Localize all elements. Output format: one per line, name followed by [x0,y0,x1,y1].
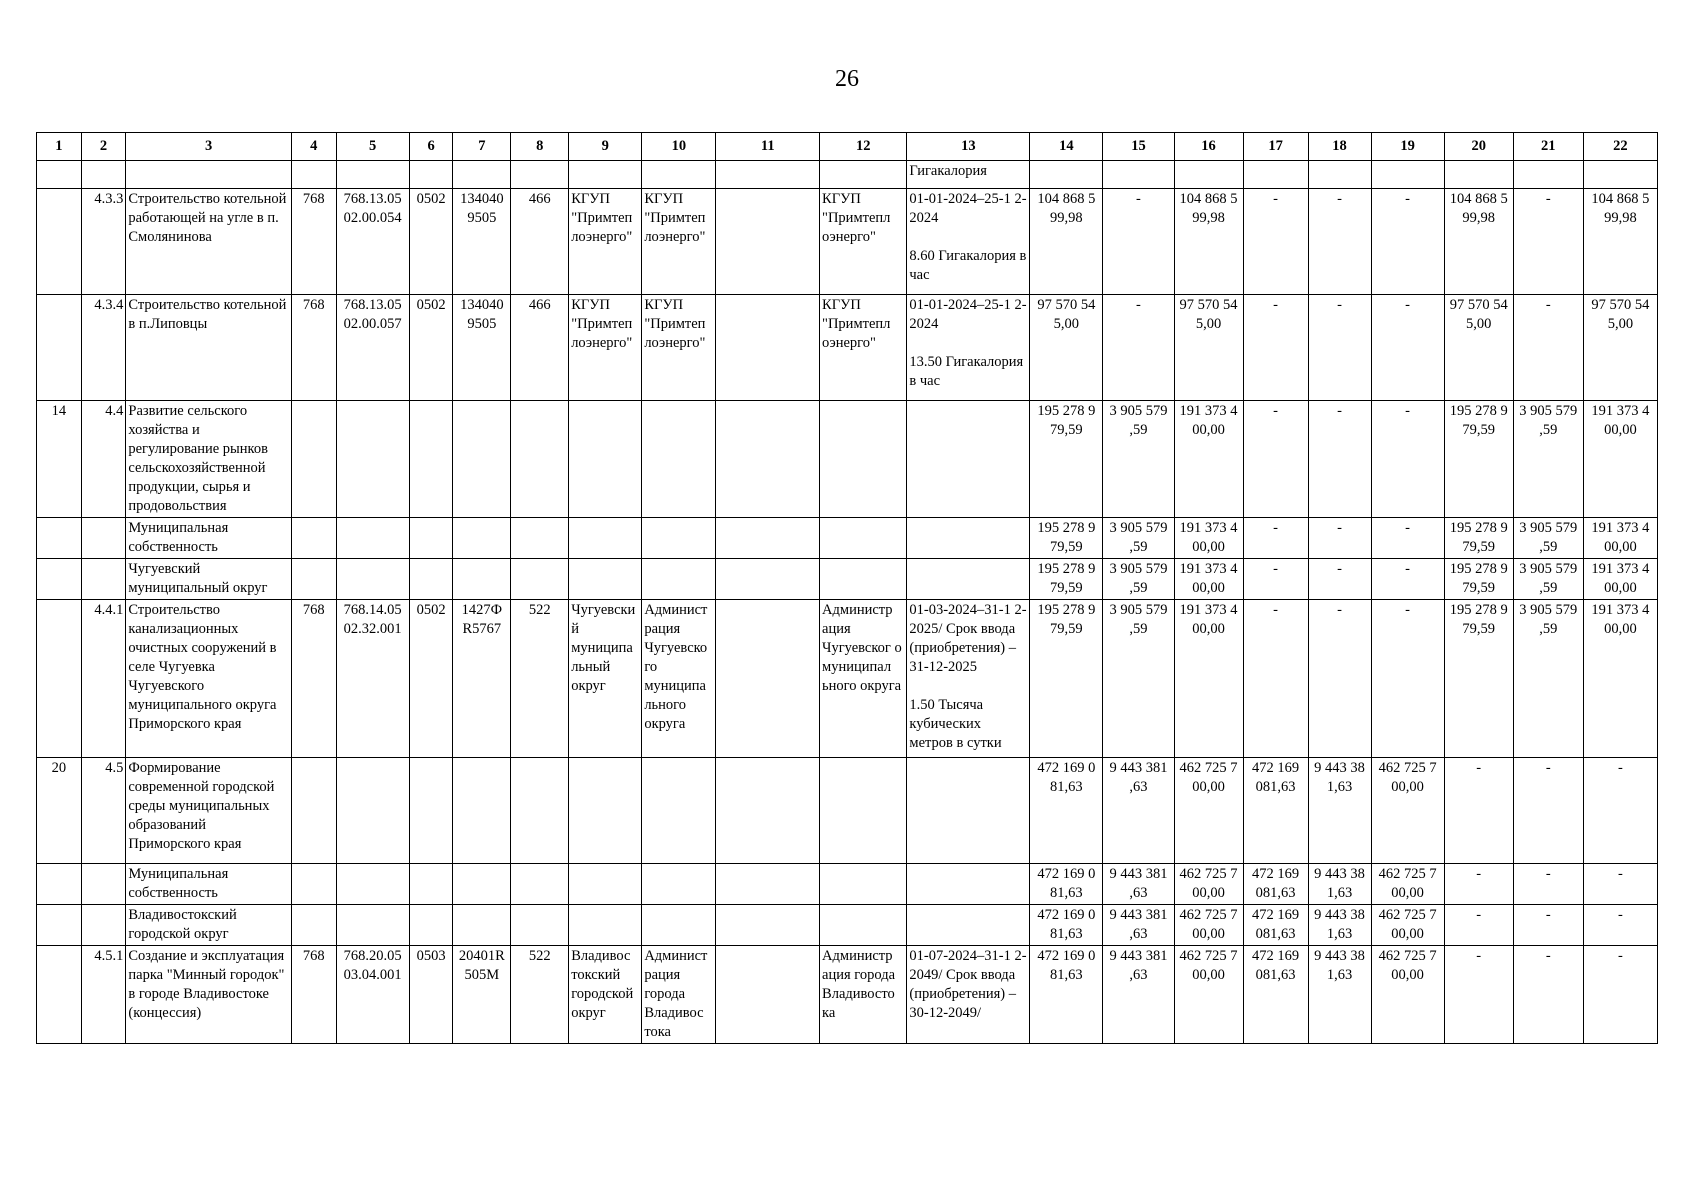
table-cell-col-12 [820,518,907,559]
table-cell-col-6 [409,758,453,864]
table-row [37,758,1658,864]
table-cell-col-9 [569,559,642,600]
table-cell-col-13: 01-01-2024–25-1 2-2024 13.50 Гигакалория в час [907,295,1030,401]
table-row [37,946,1658,1044]
table-cell-col-12 [820,559,907,600]
header-cell: 12 [820,133,907,161]
table-cell-col-13 [907,559,1030,600]
table-cell-col-12 [820,161,907,189]
page-number: 26 [835,66,859,92]
table-cell-col-1 [37,295,82,401]
table-cell-col-2: 4.5.1 [81,946,126,1044]
table-cell-col-13: Гигакалория [907,161,1030,189]
header-cell: 20 [1444,133,1513,161]
table-cell-col-18: - [1308,295,1371,401]
table-cell-col-14: 472 169 0 81,63 [1030,946,1103,1044]
header-cell: 10 [642,133,716,161]
table-cell-col-11 [716,189,820,295]
table-cell-col-11 [716,600,820,758]
header-cell: 9 [569,133,642,161]
table-cell-col-6: 0502 [409,295,453,401]
table-cell-col-20: - [1444,758,1513,864]
table-cell-col-18: 9 443 38 1,63 [1308,758,1371,864]
table-cell-col-9 [569,864,642,905]
table-cell-col-18: 9 443 38 1,63 [1308,864,1371,905]
table-cell-col-12 [820,401,907,518]
table-cell-col-13 [907,758,1030,864]
table-cell-col-9: КГУП "Примтеп лоэнерго" [569,295,642,401]
table-cell-col-1 [37,864,82,905]
table-cell-col-20: 104 868 5 99,98 [1444,189,1513,295]
table-cell-col-4 [291,905,336,946]
table-cell-col-18: - [1308,401,1371,518]
header-cell: 2 [81,133,126,161]
table-cell-col-6: 0502 [409,600,453,758]
table-row [37,559,1658,600]
table-cell-col-10 [642,864,716,905]
table-cell-col-1: 14 [37,401,82,518]
table-cell-col-1 [37,905,82,946]
table-cell-col-21: 3 905 579 ,59 [1513,518,1583,559]
table-cell-col-4 [291,559,336,600]
table-cell-col-16: 191 373 4 00,00 [1174,401,1243,518]
table-cell-col-10: КГУП "Примтеп лоэнерго" [642,295,716,401]
table-row [37,401,1658,518]
table-cell-col-15: 9 443 381 ,63 [1103,864,1174,905]
table-cell-col-14 [1030,161,1103,189]
table-cell-col-16: 462 725 7 00,00 [1174,864,1243,905]
table-cell-col-6 [409,905,453,946]
table-cell-col-8 [511,401,569,518]
table-body [37,161,1658,1044]
table-cell-col-21: - [1513,905,1583,946]
table-cell-col-11 [716,518,820,559]
table-cell-col-3: Создание и эксплуатация парка "Минный городок" в городе Владивостоке (концессия) [126,946,292,1044]
table-cell-col-5: 768.13.05 02.00.054 [336,189,409,295]
table-cell-col-19: 462 725 7 00,00 [1371,864,1444,905]
table-cell-col-9: Чугуевски й муниципа льный округ [569,600,642,758]
table-cell-col-15: 3 905 579 ,59 [1103,600,1174,758]
table-cell-col-18: - [1308,189,1371,295]
table-row [37,864,1658,905]
table-cell-col-3: Чугуевский муниципальный округ [126,559,292,600]
table-cell-col-16: 97 570 54 5,00 [1174,295,1243,401]
table-cell-col-20: 195 278 9 79,59 [1444,600,1513,758]
table-cell-col-9: Владивос токский городской округ [569,946,642,1044]
table-cell-col-2: 4.4 [81,401,126,518]
table-cell-col-2 [81,161,126,189]
table-cell-col-21: - [1513,864,1583,905]
table-cell-col-7 [453,905,511,946]
table-cell-col-10: Админист рация Чугуевско го муниципа льного округа [642,600,716,758]
table-cell-col-14: 104 868 5 99,98 [1030,189,1103,295]
table-cell-col-13: 01-03-2024–31-1 2-2025/ Срок ввода (приобретения) – 31-12-2025 1.50 Тысяча кубических метров в сутки [907,600,1030,758]
table-cell-col-6: 0503 [409,946,453,1044]
table-cell-col-17: 472 169 081,63 [1243,905,1308,946]
table-cell-col-7: 20401R 505M [453,946,511,1044]
table-cell-col-3: Муниципальная собственность [126,864,292,905]
table-cell-col-19: - [1371,559,1444,600]
table-cell-col-8 [511,905,569,946]
table-cell-col-6 [409,559,453,600]
table-cell-col-22: 104 868 5 99,98 [1583,189,1657,295]
table-cell-col-4: 768 [291,295,336,401]
table-cell-col-16 [1174,161,1243,189]
table-cell-col-2: 4.3.3 [81,189,126,295]
budget-table [36,132,1658,1044]
table-row [37,600,1658,758]
table-cell-col-19: 462 725 7 00,00 [1371,758,1444,864]
table-cell-col-14: 195 278 9 79,59 [1030,401,1103,518]
table-cell-col-19: - [1371,295,1444,401]
table-cell-col-3: Владивостокский городской округ [126,905,292,946]
table-row [37,189,1658,295]
header-cell: 21 [1513,133,1583,161]
table-cell-col-9 [569,161,642,189]
header-cell: 17 [1243,133,1308,161]
header-cell: 4 [291,133,336,161]
table-cell-col-4: 768 [291,189,336,295]
table-row [37,295,1658,401]
table-cell-col-22 [1583,161,1657,189]
table-cell-col-17: - [1243,401,1308,518]
table-cell-col-21: 3 905 579 ,59 [1513,401,1583,518]
header-cell: 22 [1583,133,1657,161]
table-cell-col-19: - [1371,600,1444,758]
table-cell-col-9 [569,905,642,946]
table-cell-col-16: 104 868 5 99,98 [1174,189,1243,295]
table-cell-col-2 [81,905,126,946]
table-cell-col-10: Админист рация города Владивос тока [642,946,716,1044]
table-cell-col-7 [453,758,511,864]
table-cell-col-10 [642,559,716,600]
table-cell-col-12 [820,758,907,864]
table-cell-col-5: 768.13.05 02.00.057 [336,295,409,401]
table-cell-col-22: - [1583,905,1657,946]
table-cell-col-18: 9 443 38 1,63 [1308,905,1371,946]
table-cell-col-1 [37,559,82,600]
table-cell-col-3: Строительство котельной в п.Липовцы [126,295,292,401]
table-cell-col-20: - [1444,864,1513,905]
table-cell-col-19: 462 725 7 00,00 [1371,905,1444,946]
header-cell: 8 [511,133,569,161]
table-cell-col-6 [409,518,453,559]
table-cell-col-12 [820,905,907,946]
table-cell-col-14: 195 278 9 79,59 [1030,600,1103,758]
table-cell-col-19 [1371,161,1444,189]
header-cell: 19 [1371,133,1444,161]
table-cell-col-15: - [1103,189,1174,295]
table-cell-col-22: 191 373 4 00,00 [1583,401,1657,518]
table-cell-col-14: 472 169 0 81,63 [1030,758,1103,864]
table-cell-col-3: Формирование современной городской среды муниципальных образований Приморского края [126,758,292,864]
table-cell-col-5 [336,864,409,905]
table-cell-col-6 [409,864,453,905]
table-row [37,905,1658,946]
table-cell-col-10 [642,905,716,946]
table-cell-col-13 [907,864,1030,905]
table-cell-col-20: 195 278 9 79,59 [1444,401,1513,518]
header-cell: 13 [907,133,1030,161]
table-cell-col-8 [511,758,569,864]
table-cell-col-20 [1444,161,1513,189]
table-cell-col-4: 768 [291,946,336,1044]
table-cell-col-21: - [1513,189,1583,295]
table-cell-col-14: 472 169 0 81,63 [1030,905,1103,946]
table-cell-col-18: - [1308,518,1371,559]
table-cell-col-12: КГУП "Примтепл оэнерго" [820,189,907,295]
table-cell-col-19: - [1371,401,1444,518]
table-cell-col-17: 472 169 081,63 [1243,864,1308,905]
table-cell-col-15 [1103,161,1174,189]
table-cell-col-21: 3 905 579 ,59 [1513,600,1583,758]
table-cell-col-2 [81,864,126,905]
table-cell-col-15: 3 905 579 ,59 [1103,518,1174,559]
header-cell: 15 [1103,133,1174,161]
table-cell-col-7 [453,864,511,905]
table-cell-col-21: 3 905 579 ,59 [1513,559,1583,600]
table-cell-col-14: 472 169 0 81,63 [1030,864,1103,905]
table-cell-col-20: 195 278 9 79,59 [1444,518,1513,559]
table-cell-col-17: - [1243,189,1308,295]
table-cell-col-17 [1243,161,1308,189]
table-cell-col-11 [716,946,820,1044]
header-cell: 5 [336,133,409,161]
table-cell-col-4: 768 [291,600,336,758]
table-cell-col-5 [336,518,409,559]
table-cell-col-11 [716,295,820,401]
table-cell-col-2: 4.4.1 [81,600,126,758]
table-cell-col-22: - [1583,758,1657,864]
table-cell-col-10: КГУП "Примтеп лоэнерго" [642,189,716,295]
table-cell-col-12 [820,864,907,905]
table-cell-col-3: Муниципальная собственность [126,518,292,559]
table-cell-col-22: 191 373 4 00,00 [1583,559,1657,600]
table-cell-col-17: - [1243,600,1308,758]
table-cell-col-15: 9 443 381 ,63 [1103,905,1174,946]
table-cell-col-15: 3 905 579 ,59 [1103,401,1174,518]
table-cell-col-1: 20 [37,758,82,864]
table-cell-col-13: 01-07-2024–31-1 2-2049/ Срок ввода (приобретения) – 30-12-2049/ [907,946,1030,1044]
table-cell-col-20: 195 278 9 79,59 [1444,559,1513,600]
table-cell-col-20: 97 570 54 5,00 [1444,295,1513,401]
table-cell-col-7 [453,518,511,559]
table-cell-col-14: 195 278 9 79,59 [1030,559,1103,600]
table-cell-col-5: 768.20.05 03.04.001 [336,946,409,1044]
table-cell-col-17: - [1243,559,1308,600]
table-cell-col-7 [453,161,511,189]
table-cell-col-5 [336,758,409,864]
table-cell-col-18: - [1308,559,1371,600]
table-cell-col-16: 191 373 4 00,00 [1174,559,1243,600]
table-cell-col-8: 522 [511,946,569,1044]
table-cell-col-7: 134040 9505 [453,189,511,295]
table-cell-col-22: 97 570 54 5,00 [1583,295,1657,401]
table-cell-col-10 [642,401,716,518]
table-cell-col-15: - [1103,295,1174,401]
table-cell-col-17: - [1243,518,1308,559]
table-cell-col-13 [907,401,1030,518]
table-cell-col-22: - [1583,946,1657,1044]
table-cell-col-12: Администр ация города Владивосто ка [820,946,907,1044]
table-cell-col-8: 466 [511,295,569,401]
table-cell-col-3: Строительство канализационных очистных сооружений в селе Чугуевка Чугуевского муниципального округа Приморского края [126,600,292,758]
table-cell-col-2: 4.5 [81,758,126,864]
table-cell-col-16: 462 725 7 00,00 [1174,946,1243,1044]
table-cell-col-5 [336,161,409,189]
table-cell-col-19: - [1371,189,1444,295]
table-cell-col-21 [1513,161,1583,189]
table-cell-col-22: 191 373 4 00,00 [1583,600,1657,758]
table-cell-col-1 [37,600,82,758]
table-cell-col-3: Строительство котельной работающей на угле в п. Смолянинова [126,189,292,295]
table-cell-col-16: 191 373 4 00,00 [1174,518,1243,559]
table-cell-col-8: 522 [511,600,569,758]
table-cell-col-16: 462 725 7 00,00 [1174,758,1243,864]
table-cell-col-4 [291,401,336,518]
table-cell-col-22: 191 373 4 00,00 [1583,518,1657,559]
table-cell-col-11 [716,905,820,946]
table-cell-col-3 [126,161,292,189]
table-cell-col-19: - [1371,518,1444,559]
table-cell-col-1 [37,189,82,295]
table-row [37,161,1658,189]
table-cell-col-1 [37,161,82,189]
table-cell-col-18 [1308,161,1371,189]
table-cell-col-5 [336,401,409,518]
header-cell: 7 [453,133,511,161]
table-cell-col-9 [569,518,642,559]
table-cell-col-17: - [1243,295,1308,401]
table-cell-col-13 [907,518,1030,559]
table-cell-col-2 [81,559,126,600]
table-cell-col-15: 9 443 381 ,63 [1103,946,1174,1044]
table-cell-col-10 [642,161,716,189]
table-cell-col-16: 191 373 4 00,00 [1174,600,1243,758]
header-cell: 1 [37,133,82,161]
table-cell-col-5 [336,905,409,946]
header-cell: 18 [1308,133,1371,161]
table-cell-col-15: 9 443 381 ,63 [1103,758,1174,864]
table-cell-col-9 [569,401,642,518]
table-cell-col-21: - [1513,758,1583,864]
table-cell-col-14: 195 278 9 79,59 [1030,518,1103,559]
table-row [37,518,1658,559]
table-cell-col-7 [453,401,511,518]
table-cell-col-19: 462 725 7 00,00 [1371,946,1444,1044]
table-cell-col-9 [569,758,642,864]
table-cell-col-4 [291,864,336,905]
header-cell: 6 [409,133,453,161]
table-cell-col-18: - [1308,600,1371,758]
table-cell-col-11 [716,758,820,864]
table-cell-col-15: 3 905 579 ,59 [1103,559,1174,600]
table-cell-col-13: 01-01-2024–25-1 2-2024 8.60 Гигакалория в час [907,189,1030,295]
header-cell: 16 [1174,133,1243,161]
table-cell-col-8 [511,864,569,905]
table-cell-col-7 [453,559,511,600]
table-cell-col-11 [716,161,820,189]
header-row [37,133,1658,161]
table-cell-col-17: 472 169 081,63 [1243,758,1308,864]
table-cell-col-21: - [1513,946,1583,1044]
table-cell-col-8 [511,518,569,559]
table-cell-col-4 [291,758,336,864]
table-cell-col-4 [291,518,336,559]
table-cell-col-9: КГУП "Примтеп лоэнерго" [569,189,642,295]
header-cell: 14 [1030,133,1103,161]
header-cell: 11 [716,133,820,161]
table-cell-col-12: КГУП "Примтепл оэнерго" [820,295,907,401]
table-cell-col-2: 4.3.4 [81,295,126,401]
table-cell-col-20: - [1444,905,1513,946]
table-cell-col-21: - [1513,295,1583,401]
table-cell-col-14: 97 570 54 5,00 [1030,295,1103,401]
table-cell-col-6 [409,401,453,518]
table-cell-col-13 [907,905,1030,946]
table-cell-col-11 [716,401,820,518]
table-cell-col-18: 9 443 38 1,63 [1308,946,1371,1044]
table-cell-col-10 [642,518,716,559]
table-cell-col-22: - [1583,864,1657,905]
table-cell-col-12: Администр ация Чугуевског о муниципал ьного округа [820,600,907,758]
table-cell-col-3: Развитие сельского хозяйства и регулирование рынков сельскохозяйственной продукции, сырья и продовольствия [126,401,292,518]
table-cell-col-16: 462 725 7 00,00 [1174,905,1243,946]
table-cell-col-6: 0502 [409,189,453,295]
table-cell-col-7: 1427Ф R5767 [453,600,511,758]
table-cell-col-1 [37,518,82,559]
table-cell-col-10 [642,758,716,864]
table-cell-col-5: 768.14.05 02.32.001 [336,600,409,758]
table-cell-col-11 [716,559,820,600]
table-cell-col-7: 134040 9505 [453,295,511,401]
table-cell-col-1 [37,946,82,1044]
header-cell: 3 [126,133,292,161]
table-cell-col-6 [409,161,453,189]
table-cell-col-11 [716,864,820,905]
table-cell-col-5 [336,559,409,600]
table-cell-col-17: 472 169 081,63 [1243,946,1308,1044]
table-cell-col-2 [81,518,126,559]
table-cell-col-8 [511,559,569,600]
table-cell-col-20: - [1444,946,1513,1044]
table-cell-col-8 [511,161,569,189]
table-cell-col-4 [291,161,336,189]
table-cell-col-8: 466 [511,189,569,295]
